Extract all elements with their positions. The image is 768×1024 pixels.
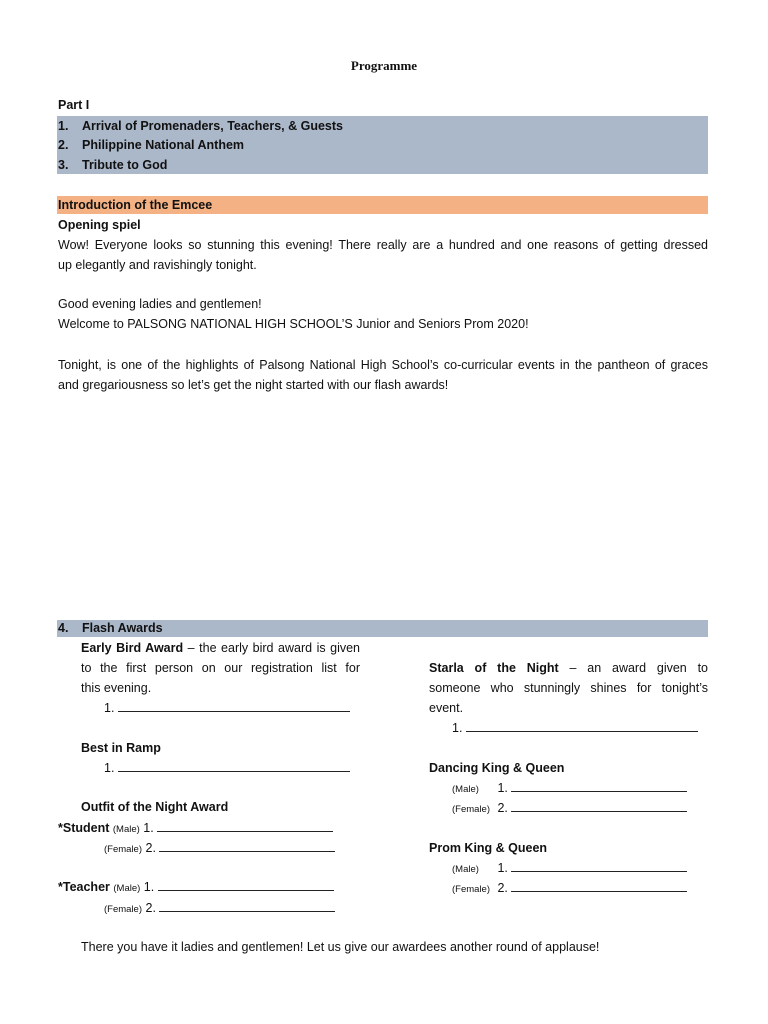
blank-entry [452,778,687,800]
list-item [58,155,167,175]
write-in-line[interactable] [118,758,350,772]
item-number: 3. [58,158,69,172]
blank-entry [104,698,350,718]
paragraph-line: and gregariousness so let’s get the night started with our flash awards! [58,378,449,392]
entry-number: 1. [452,721,463,735]
entry-number: 2. [497,881,508,895]
item-text: Flash Awards [82,621,163,635]
write-in-line[interactable] [159,838,335,852]
starla-line: event. [429,701,464,715]
entry-number: 1. [143,880,155,894]
entry-number: 1. [497,781,508,795]
write-in-line[interactable] [118,698,350,712]
write-in-line[interactable] [159,898,335,912]
paragraph-line: Tonight, is one of the highlights of Palsong National High School’s co-curricular events in the pantheon of graces [58,358,708,372]
starla-line: someone who stunningly shines for tonight’s [429,681,708,695]
award-name: Starla of the Night [429,661,559,675]
award-name: Early Bird Award [81,641,184,655]
gender-label: (Female) [452,884,491,895]
blank-entry [104,758,350,778]
gender-label: (Female) [452,804,491,815]
item-number: 4. [58,621,69,635]
paragraph-line: Wow! Everyone looks so stunning this evening! There really are a hundred and one reasons of getting dressed [58,238,708,252]
paragraph-line: up elegantly and ravishingly tonight. [58,258,257,272]
page-title: Programme [350,58,418,73]
early-bird-line: this evening. [81,681,152,695]
blank-entry [452,878,687,900]
write-in-line[interactable] [158,877,334,891]
entry-number: 1. [497,861,508,875]
intro-heading: Introduction of the Emcee [58,198,213,212]
write-in-line[interactable] [511,778,687,792]
award-desc: – the early bird award is given [187,641,361,655]
write-in-line[interactable] [511,858,687,872]
entry-number: 2. [145,841,156,855]
entry-number: 2. [497,801,508,815]
item-text: Arrival of Promenaders, Teachers, & Guests [82,119,343,133]
blank-entry [58,818,333,840]
write-in-line[interactable] [466,718,698,732]
entry-number: 2. [145,901,156,915]
list-item [58,116,343,136]
award-name: Prom King & Queen [429,841,548,855]
part-heading: Part I [58,98,90,112]
blank-entry [104,898,335,920]
early-bird-line: to the first person on our registration list for [81,661,360,675]
gender-label: (Male) [112,824,140,835]
gender-label: (Male) [113,883,141,894]
paragraph-line: Welcome to PALSONG NATIONAL HIGH SCHOOL’S Junior and Seniors Prom 2020! [58,317,529,331]
blank-entry [452,718,698,738]
closing-text: There you have it ladies and gentlemen! Let us give our awardees another round of applause! [81,940,600,954]
entry-number: 1. [143,821,154,835]
item-number: 2. [58,138,69,152]
award-name: Outfit of the Night Award [81,800,229,814]
blank-entry [452,798,687,820]
write-in-line[interactable] [157,818,333,832]
paragraph-line: Good evening ladies and gentlemen! [58,297,262,311]
item-number: 1. [58,119,69,133]
gender-label: (Male) [452,784,479,795]
entry-number: 1. [104,701,115,715]
starla-line [429,658,708,678]
award-desc: – an award given to [569,661,708,675]
entry-number: 1. [104,761,115,775]
blank-entry [58,877,334,899]
gender-label: (Female) [104,904,143,915]
early-bird-line [81,638,360,658]
category-label: *Teacher [58,880,110,894]
blank-entry [104,838,335,860]
award-name: Dancing King & Queen [429,761,565,775]
item-text: Philippine National Anthem [82,138,245,152]
gender-label: (Female) [104,844,143,855]
blank-entry [452,858,687,880]
write-in-line[interactable] [511,878,687,892]
write-in-line[interactable] [511,798,687,812]
item-text: Tribute to God [82,158,168,172]
list-item [58,135,244,155]
flash-heading [58,618,163,638]
intro-subheading: Opening spiel [58,218,141,232]
gender-label: (Male) [452,864,479,875]
award-name: Best in Ramp [81,741,161,755]
category-label: *Student [58,821,110,835]
